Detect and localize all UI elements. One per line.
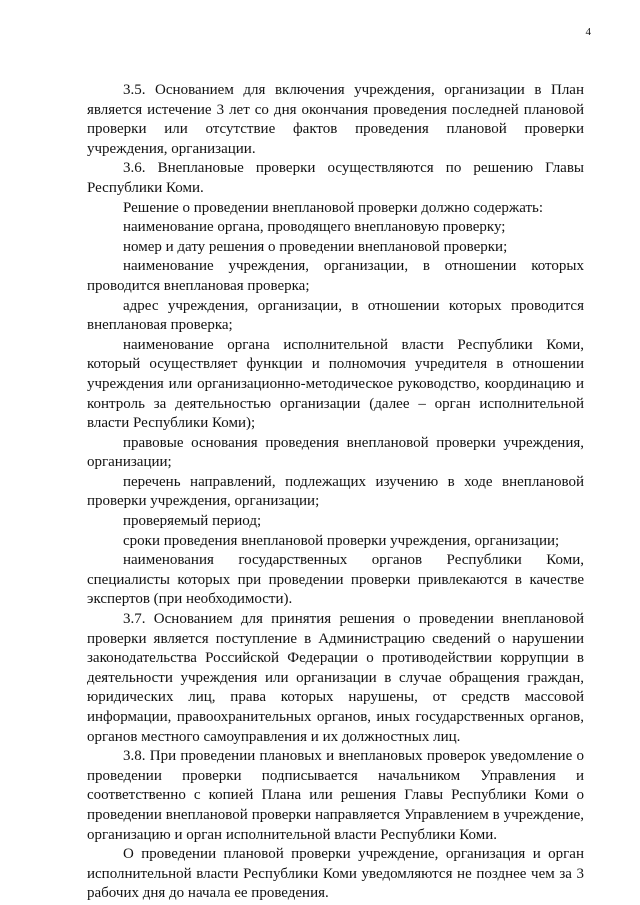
list-item: перечень направлений, подлежащих изучению в ходе внеплановой проверки учреждения, организации; (87, 473, 584, 510)
document-body (87, 81, 584, 904)
list-item: сроки проведения внеплановой проверки учреждения, организации; (123, 532, 560, 549)
list-item: наименования государственных органов Республики Коми, специалисты которых при проведении проверки привлекаются в качестве экспертов (при необходимости). (87, 552, 584, 608)
list-item: наименование органа, проводящего внеплановую проверку; (123, 219, 506, 236)
list-item: номер и дату решения о проведении внеплановой проверки; (123, 238, 508, 255)
page-number: 4 (585, 26, 591, 38)
list-item: наименование органа исполнительной власти Республики Коми, который осуществляет функции и полномочия учредителя в отношении учреждения или организационно-методическое руководство, координацию и контроль за деятельностью организации (далее – орган исполнительной власти Республики Коми); (87, 336, 584, 432)
list-item: адрес учреждения, организации, в отношении которых проводится внеплановая проверка; (87, 297, 584, 334)
paragraph-decision-contents: Решение о проведении внеплановой проверки должно содержать: (123, 199, 544, 216)
paragraph-notification: О проведении плановой проверки учреждение, организация и орган исполнительной власти Республики Коми уведомляются не позднее чем за 3 рабочих дня до начала ее проведения. (87, 846, 584, 902)
list-item: наименование учреждения, организации, в отношении которых проводится внеплановая проверка; (87, 258, 584, 294)
paragraph-3-7: 3.7. Основанием для принятия решения о проведении внеплановой проверки является поступление в Администрацию сведений о нарушении законодательства Российской Федерации о противодействии коррупции в деятельности учреждения или организации в случае обращения граждан, юридических лиц, права которых нарушены, от средств массовой информации, правоохранительных органов, иных государственных органов, органов местного самоуправления и их должностных лиц. (87, 611, 584, 745)
paragraph-3-8: 3.8. При проведении плановых и внеплановых проверок уведомление о проведении проверки подписывается начальником Управления и соответственно с копией Плана или решения Главы Республики Коми о проведении внеплановой проверки направляется Управлением в учреждение, организацию и орган исполнительной власти Республики Коми. (87, 748, 584, 843)
paragraph-3-6: 3.6. Внеплановые проверки осуществляются по решению Главы Республики Коми. (87, 160, 584, 196)
paragraph-3-5: 3.5. Основанием для включения учреждения, организации в План является истечение 3 лет со дня окончания проведения последней плановой проверки или отсутствие фактов проведения плановой проверки учреждения, организации. (87, 82, 584, 157)
list-item: правовые основания проведения внеплановой проверки учреждения, организации; (87, 434, 584, 471)
list-item: проверяемый период; (123, 513, 262, 530)
